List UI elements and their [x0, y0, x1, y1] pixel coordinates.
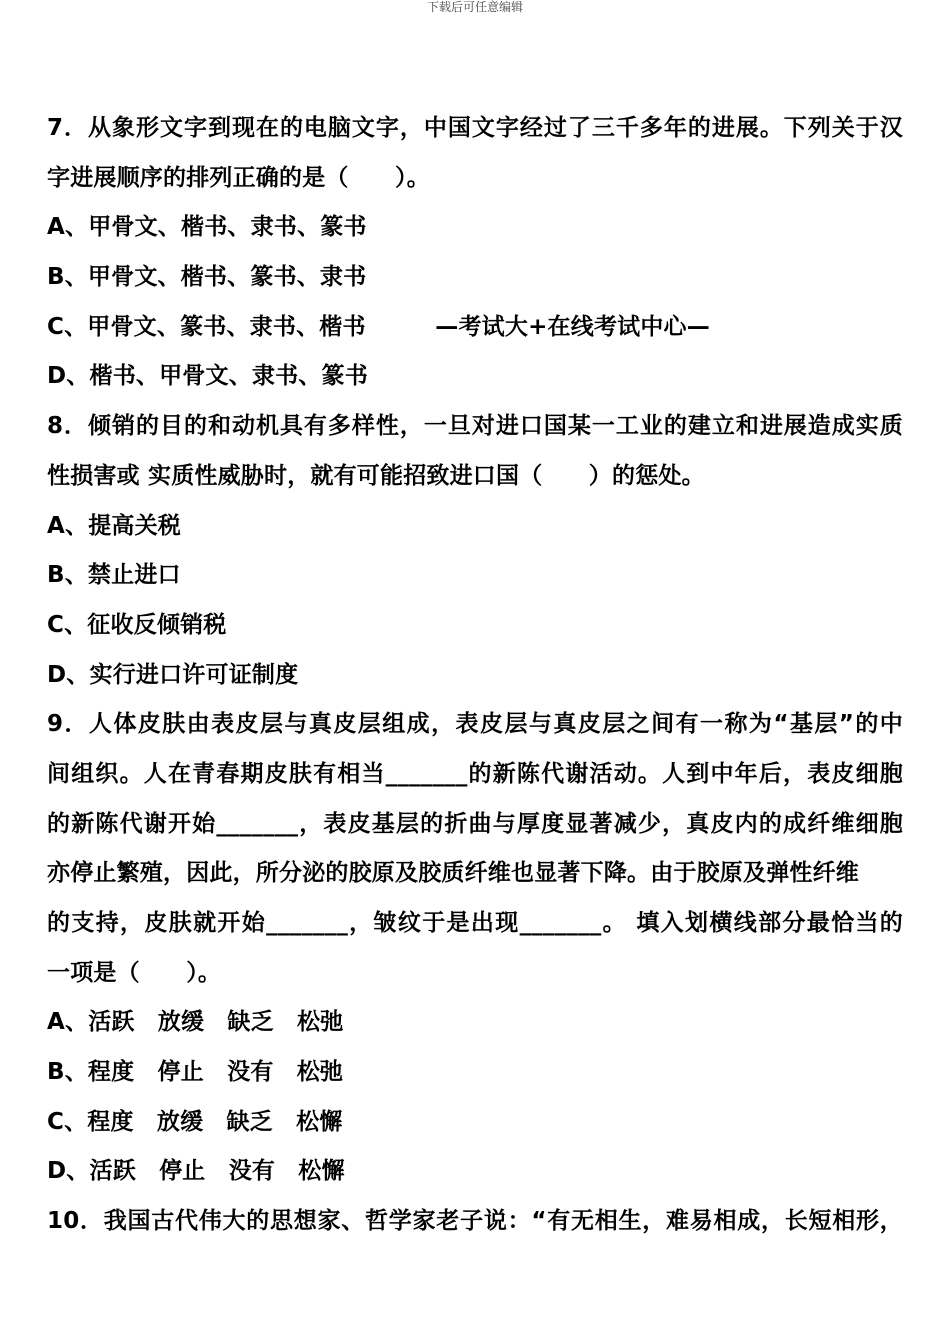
- q9-option-b: B、程度 停止 没有 松弛: [47, 1059, 344, 1086]
- q9-stem-line-5: 的支持，皮肤就开始_______，皱纹于是出现_______。 填入划横线部分最恰当的: [47, 910, 903, 936]
- q7-option-a: A、甲骨文、楷书、隶书、篆书: [47, 214, 367, 241]
- q7-option-b: B、甲骨文、楷书、篆书、隶书: [47, 264, 367, 291]
- q8-option-b: B、禁止进口: [47, 562, 181, 589]
- q8-option-d: D、实行进口许可证制度: [47, 661, 299, 688]
- q9-stem-line-3: 的新陈代谢开始_______，表皮基层的折曲与厚度显著减少，真皮内的成纤维细胞: [47, 810, 903, 837]
- document-body: [47, 104, 903, 1247]
- q10-stem-line-1: 10．我国古代伟大的思想家、哲学家老子说：“有无相生，难易相成，长短相形，: [47, 1208, 903, 1235]
- q9-option-a: A、活跃 放缓 缺乏 松弛: [47, 1009, 344, 1036]
- q9-stem-line-6: 一项是（ ）。: [47, 959, 222, 986]
- q8-stem-line-2: 性损害或 实质性威胁时，就有可能招致进口国（ ）的惩处。: [47, 462, 705, 489]
- q8-option-a: A、提高关税: [47, 512, 182, 539]
- q9-option-d: D、活跃 停止 没有 松懈: [47, 1158, 345, 1185]
- q7-option-c: C、甲骨文、篆书、隶书、楷书 —考试大+在线考试中心—: [47, 313, 710, 340]
- q9-stem-line-4: 亦停止繁殖，因此，所分泌的胶原及胶质纤维也显著下降。由于胶原及弹性纤维: [47, 860, 859, 887]
- q9-stem-line-2: 间组织。人在青春期皮肤有相当_______的新陈代谢活动。人到中年后，表皮细胞: [47, 760, 903, 787]
- q9-stem-line-1: 9．人体皮肤由表皮层与真皮层组成，表皮层与真皮层之间有一称为“基层”的中: [47, 711, 903, 738]
- q9-option-c: C、程度 放缓 缺乏 松懈: [47, 1108, 343, 1135]
- q7-stem-line-2: 字进展顺序的排列正确的是（ ）。: [47, 164, 430, 191]
- q8-stem-line-1: 8．倾销的目的和动机具有多样性，一旦对进口国某一工业的建立和进展造成实质: [47, 413, 903, 440]
- page-header: 下载后可任意编辑: [426, 0, 523, 14]
- q7-stem-line-1: 7．从象形文字到现在的电脑文字，中国文字经过了三千多年的进展。下列关于汉: [47, 115, 903, 141]
- q7-option-d: D、楷书、甲骨文、隶书、篆书: [47, 363, 368, 390]
- q8-option-c: C、征收反倾销税: [47, 611, 227, 638]
